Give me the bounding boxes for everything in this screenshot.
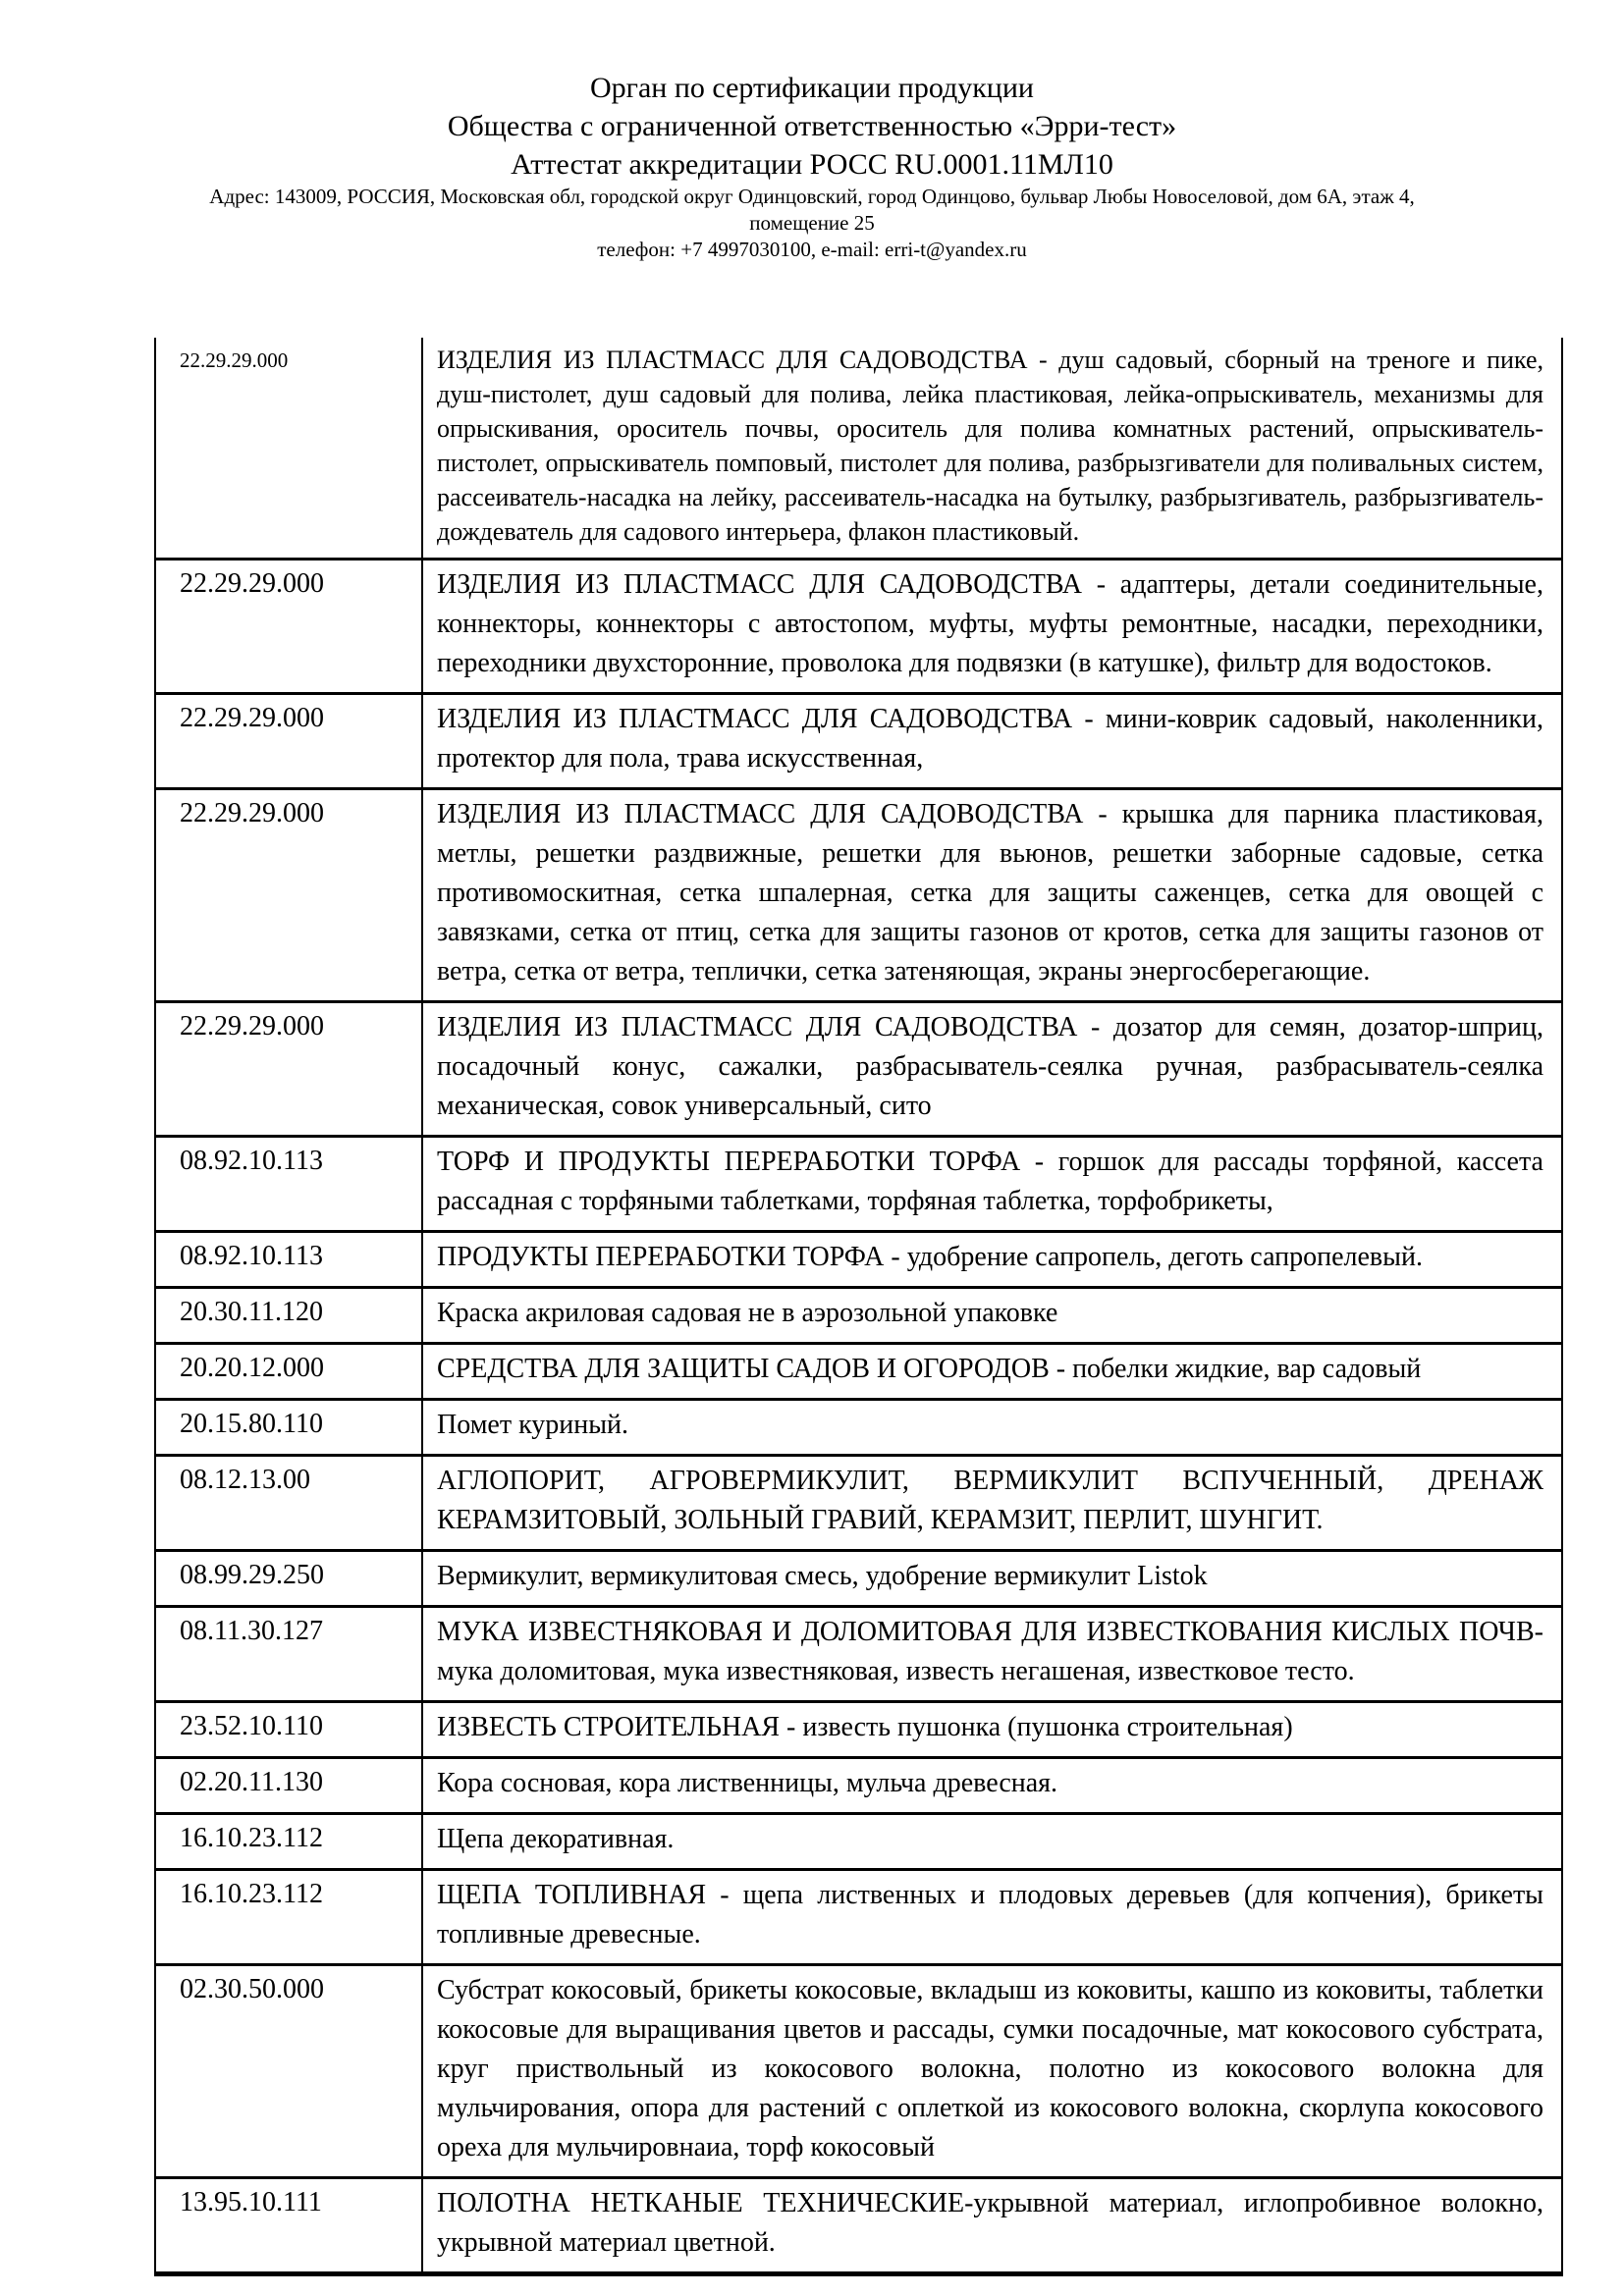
table-row bbox=[155, 1288, 1562, 1344]
product-code-cell: 22.29.29.000 bbox=[155, 694, 422, 789]
header-attestation-line: Аттестат аккредитации РОСС RU.0001.11МЛ10 bbox=[511, 148, 1113, 181]
table-row bbox=[155, 1344, 1562, 1400]
table-row bbox=[155, 1232, 1562, 1288]
product-code-cell: 16.10.23.112 bbox=[155, 1814, 422, 1870]
product-description-cell: ПРОДУКТЫ ПЕРЕРАБОТКИ ТОРФА - удобрение сапропель, деготь сапропелевый. bbox=[422, 1232, 1562, 1288]
table-row bbox=[155, 1002, 1562, 1137]
product-code-cell: 08.99.29.250 bbox=[155, 1551, 422, 1607]
product-description-cell: ТОРФ И ПРОДУКТЫ ПЕРЕРАБОТКИ ТОРФА - горшок для рассады торфяной, кассета рассадная с торфяными таблетками, торфяная таблетка, торфобрикеты, bbox=[422, 1137, 1562, 1232]
table-row bbox=[155, 1551, 1562, 1607]
product-code-cell: 20.30.11.120 bbox=[155, 1288, 422, 1344]
product-description-cell: ЩЕПА ТОПЛИВНАЯ - щепа лиственных и плодовых деревьев (для копчения), брикеты топливные древесные. bbox=[422, 1870, 1562, 1965]
table-row bbox=[155, 560, 1562, 694]
product-code-cell: 22.29.29.000 bbox=[155, 338, 422, 560]
table-row bbox=[155, 1400, 1562, 1456]
product-code-cell: 22.29.29.000 bbox=[155, 789, 422, 1002]
product-description-cell: МУКА ИЗВЕСТНЯКОВАЯ И ДОЛОМИТОВАЯ ДЛЯ ИЗВЕСТКОВАНИЯ КИСЛЫХ ПОЧВ-мука доломитовая, мука известняковая, известь негашеная, известковое тесто. bbox=[422, 1607, 1562, 1702]
table-row bbox=[155, 1137, 1562, 1232]
table-row bbox=[155, 1965, 1562, 2178]
product-description-cell: ИЗВЕСТЬ СТРОИТЕЛЬНАЯ - известь пушонка (пушонка строительная) bbox=[422, 1702, 1562, 1758]
product-code-cell: 08.92.10.113 bbox=[155, 1137, 422, 1232]
certification-header bbox=[0, 0, 1624, 263]
table-row bbox=[155, 1607, 1562, 1702]
product-description-cell: ПОЛОТНА НЕТКАНЫЕ ТЕХНИЧЕСКИЕ-укрывной материал, иглопробивное волокно, укрывной материал цветной. bbox=[422, 2178, 1562, 2274]
table-row bbox=[155, 694, 1562, 789]
product-description-cell: СРЕДСТВА ДЛЯ ЗАЩИТЫ САДОВ И ОГОРОДОВ - побелки жидкие, вар садовый bbox=[422, 1344, 1562, 1400]
product-description-cell: Щепа декоративная. bbox=[422, 1814, 1562, 1870]
product-code-cell: 16.10.23.112 bbox=[155, 1870, 422, 1965]
products-table bbox=[154, 338, 1563, 2276]
product-description-cell: ИЗДЕЛИЯ ИЗ ПЛАСТМАСС ДЛЯ САДОВОДСТВА - душ садовый, сборный на треноге и пике, душ-пистолет, душ садовый для полива, лейка пластиковая, лейка-опрыскиватель, механизмы для опрыскивания, ороситель почвы, ороситель для полива комнатных растений, опрыскиватель-пистолет, опрыскиватель помповый, пистолет для полива, разбрызгиватели для поливальных систем, рассеиватель-насадка на лейку, рассеиватель-насадка на бутылку, разбрызгиватель, разбрызгиватель-дождеватель для садового интерьера, флакон пластиковый. bbox=[437, 346, 1543, 546]
product-description-cell: ИЗДЕЛИЯ ИЗ ПЛАСТМАСС ДЛЯ САДОВОДСТВА - дозатор для семян, дозатор-шприц, посадочный конус, сажалки, разбрасыватель-сеялка ручная, разбрасыватель-сеялка механическая, совок универсальный, сито bbox=[422, 1002, 1562, 1137]
product-description-cell: Кора сосновая, кора лиственницы, мульча древесная. bbox=[422, 1758, 1562, 1814]
table-row bbox=[155, 1456, 1562, 1551]
product-code-cell: 22.29.29.000 bbox=[155, 1002, 422, 1137]
table-row bbox=[155, 1870, 1562, 1965]
table-row bbox=[155, 2178, 1562, 2274]
product-description-cell: Вермикулит, вермикулитовая смесь, удобрение вермикулит Listok bbox=[422, 1551, 1562, 1607]
header-address-line1: Адрес: 143009, РОССИЯ, Московская обл, городской округ Одинцовский, город Одинцово, бульвар Любы Новоселовой, дом 6А, этаж 4, bbox=[209, 185, 1415, 208]
product-code-cell: 02.20.11.130 bbox=[155, 1758, 422, 1814]
product-code-cell: 08.92.10.113 bbox=[155, 1232, 422, 1288]
product-code-cell: 08.12.13.00 bbox=[155, 1456, 422, 1551]
header-address-line2: помещение 25 bbox=[749, 211, 875, 235]
product-code-cell: 08.11.30.127 bbox=[155, 1607, 422, 1702]
product-description-cell: АГЛОПОРИТ, АГРОВЕРМИКУЛИТ, ВЕРМИКУЛИТ ВСПУЧЕННЫЙ, ДРЕНАЖ КЕРАМЗИТОВЫЙ, ЗОЛЬНЫЙ ГРАВИЙ, КЕРАМЗИТ, ПЕРЛИТ, ШУНГИТ. bbox=[422, 1456, 1562, 1551]
product-code-cell: 20.15.80.110 bbox=[155, 1400, 422, 1456]
product-description-cell: Помет куриный. bbox=[422, 1400, 1562, 1456]
table-row bbox=[155, 789, 1562, 1002]
table-row bbox=[155, 1814, 1562, 1870]
product-code-cell: 02.30.50.000 bbox=[155, 1965, 422, 2178]
product-description-cell: Субстрат кокосовый, брикеты кокосовые, вкладыш из коковиты, кашпо из коковиты, таблетки кокосовые для выращивания цветов и рассады, сумки посадочные, мат кокосового субстрата, круг приствольный из кокосового волокна, полотно из кокосового волокна для мульчирования, опора для растений с оплеткой из кокосового волокна, скорлупа кокосового ореха для мульчировнаиа, торф кокосовый bbox=[422, 1965, 1562, 2178]
header-contact-line: телефон: +7 4997030100, e-mail: erri-t@yandex.ru bbox=[597, 238, 1027, 261]
table-row bbox=[155, 1702, 1562, 1758]
header-company-line: Общества с ограниченной ответственностью «Эрри-тест» bbox=[447, 110, 1177, 142]
product-description-cell: Краска акриловая садовая не в аэрозольной упаковке bbox=[422, 1288, 1562, 1344]
product-code-cell: 20.20.12.000 bbox=[155, 1344, 422, 1400]
table-row bbox=[155, 338, 1562, 560]
product-description-cell: ИЗДЕЛИЯ ИЗ ПЛАСТМАСС ДЛЯ САДОВОДСТВА - крышка для парника пластиковая, метлы, решетки раздвижные, решетки для вьюнов, решетки заборные садовые, сетка противомоскитная, сетка шпалерная, сетка для защиты саженцев, сетка для овощей с завязками, сетка от птиц, сетка для защиты газонов от кротов, сетка для защиты газонов от ветра, сетка от ветра, теплички, сетка затеняющая, экраны энергосберегающие. bbox=[422, 789, 1562, 1002]
product-code-cell: 13.95.10.111 bbox=[155, 2178, 422, 2274]
product-description-cell: ИЗДЕЛИЯ ИЗ ПЛАСТМАСС ДЛЯ САДОВОДСТВА - мини-коврик садовый, наколенники, протектор для пола, трава искусственная, bbox=[422, 694, 1562, 789]
table-row bbox=[155, 1758, 1562, 1814]
product-code-cell: 22.29.29.000 bbox=[155, 560, 422, 694]
header-org-line: Орган по сертификации продукции bbox=[590, 72, 1034, 104]
product-description-cell: ИЗДЕЛИЯ ИЗ ПЛАСТМАСС ДЛЯ САДОВОДСТВА - адаптеры, детали соединительные, коннекторы, коннекторы с автостопом, муфты, муфты ремонтные, насадки, переходники, переходники двухсторонние, проволока для подвязки (в катушке), фильтр для водостоков. bbox=[422, 560, 1562, 694]
product-code-cell: 23.52.10.110 bbox=[155, 1702, 422, 1758]
